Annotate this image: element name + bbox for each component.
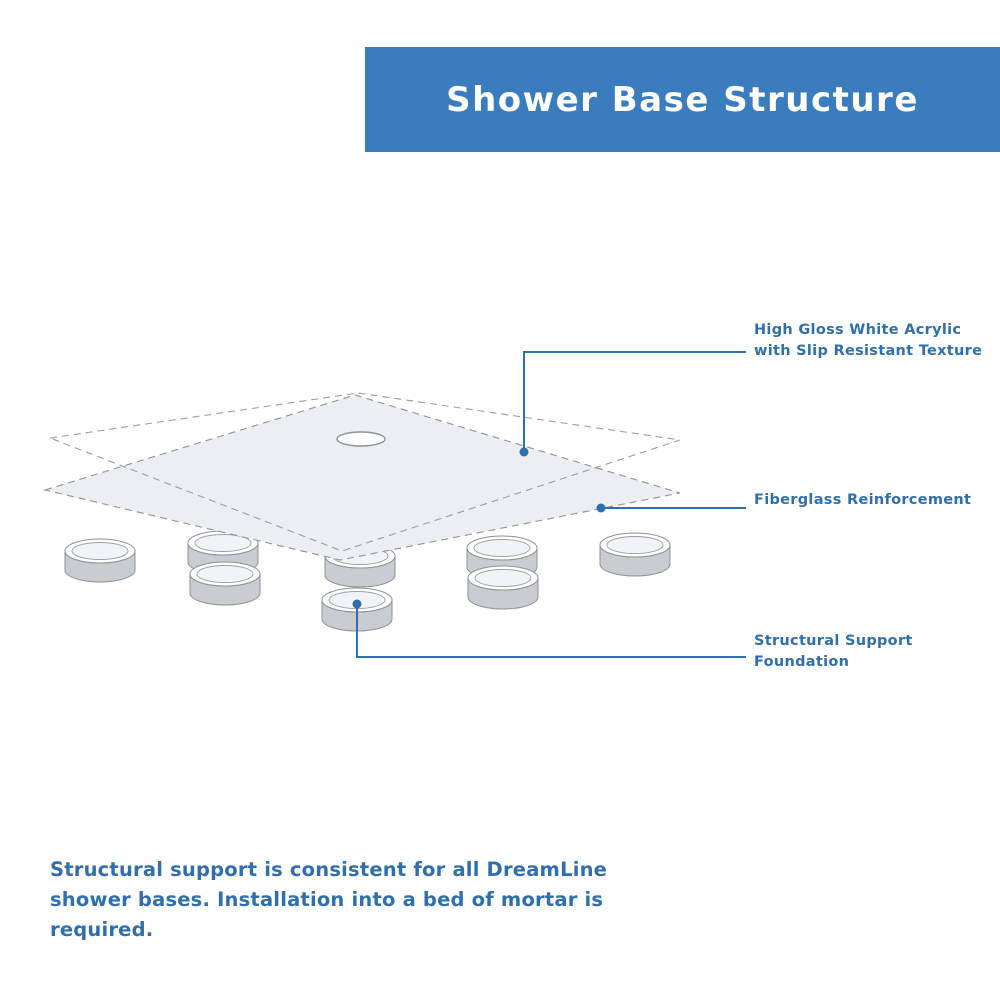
footer-note: Structural support is consistent for all DreamLine shower bases. Installation into a bed of mortar is required. bbox=[50, 858, 608, 942]
support-ring bbox=[65, 539, 135, 582]
page-title: Shower Base Structure bbox=[446, 79, 919, 120]
support-ring bbox=[468, 566, 538, 609]
callout-label-acrylic: High Gloss White Acrylic with Slip Resistant Texture bbox=[754, 322, 983, 360]
support-ring bbox=[600, 533, 670, 576]
drain-opening bbox=[337, 432, 385, 446]
callout-label-fiberglass: Fiberglass Reinforcement bbox=[754, 492, 972, 508]
callout-label-support: Structural Support Foundation bbox=[754, 633, 913, 671]
support-ring bbox=[190, 562, 260, 605]
fiberglass-layer bbox=[45, 395, 680, 560]
